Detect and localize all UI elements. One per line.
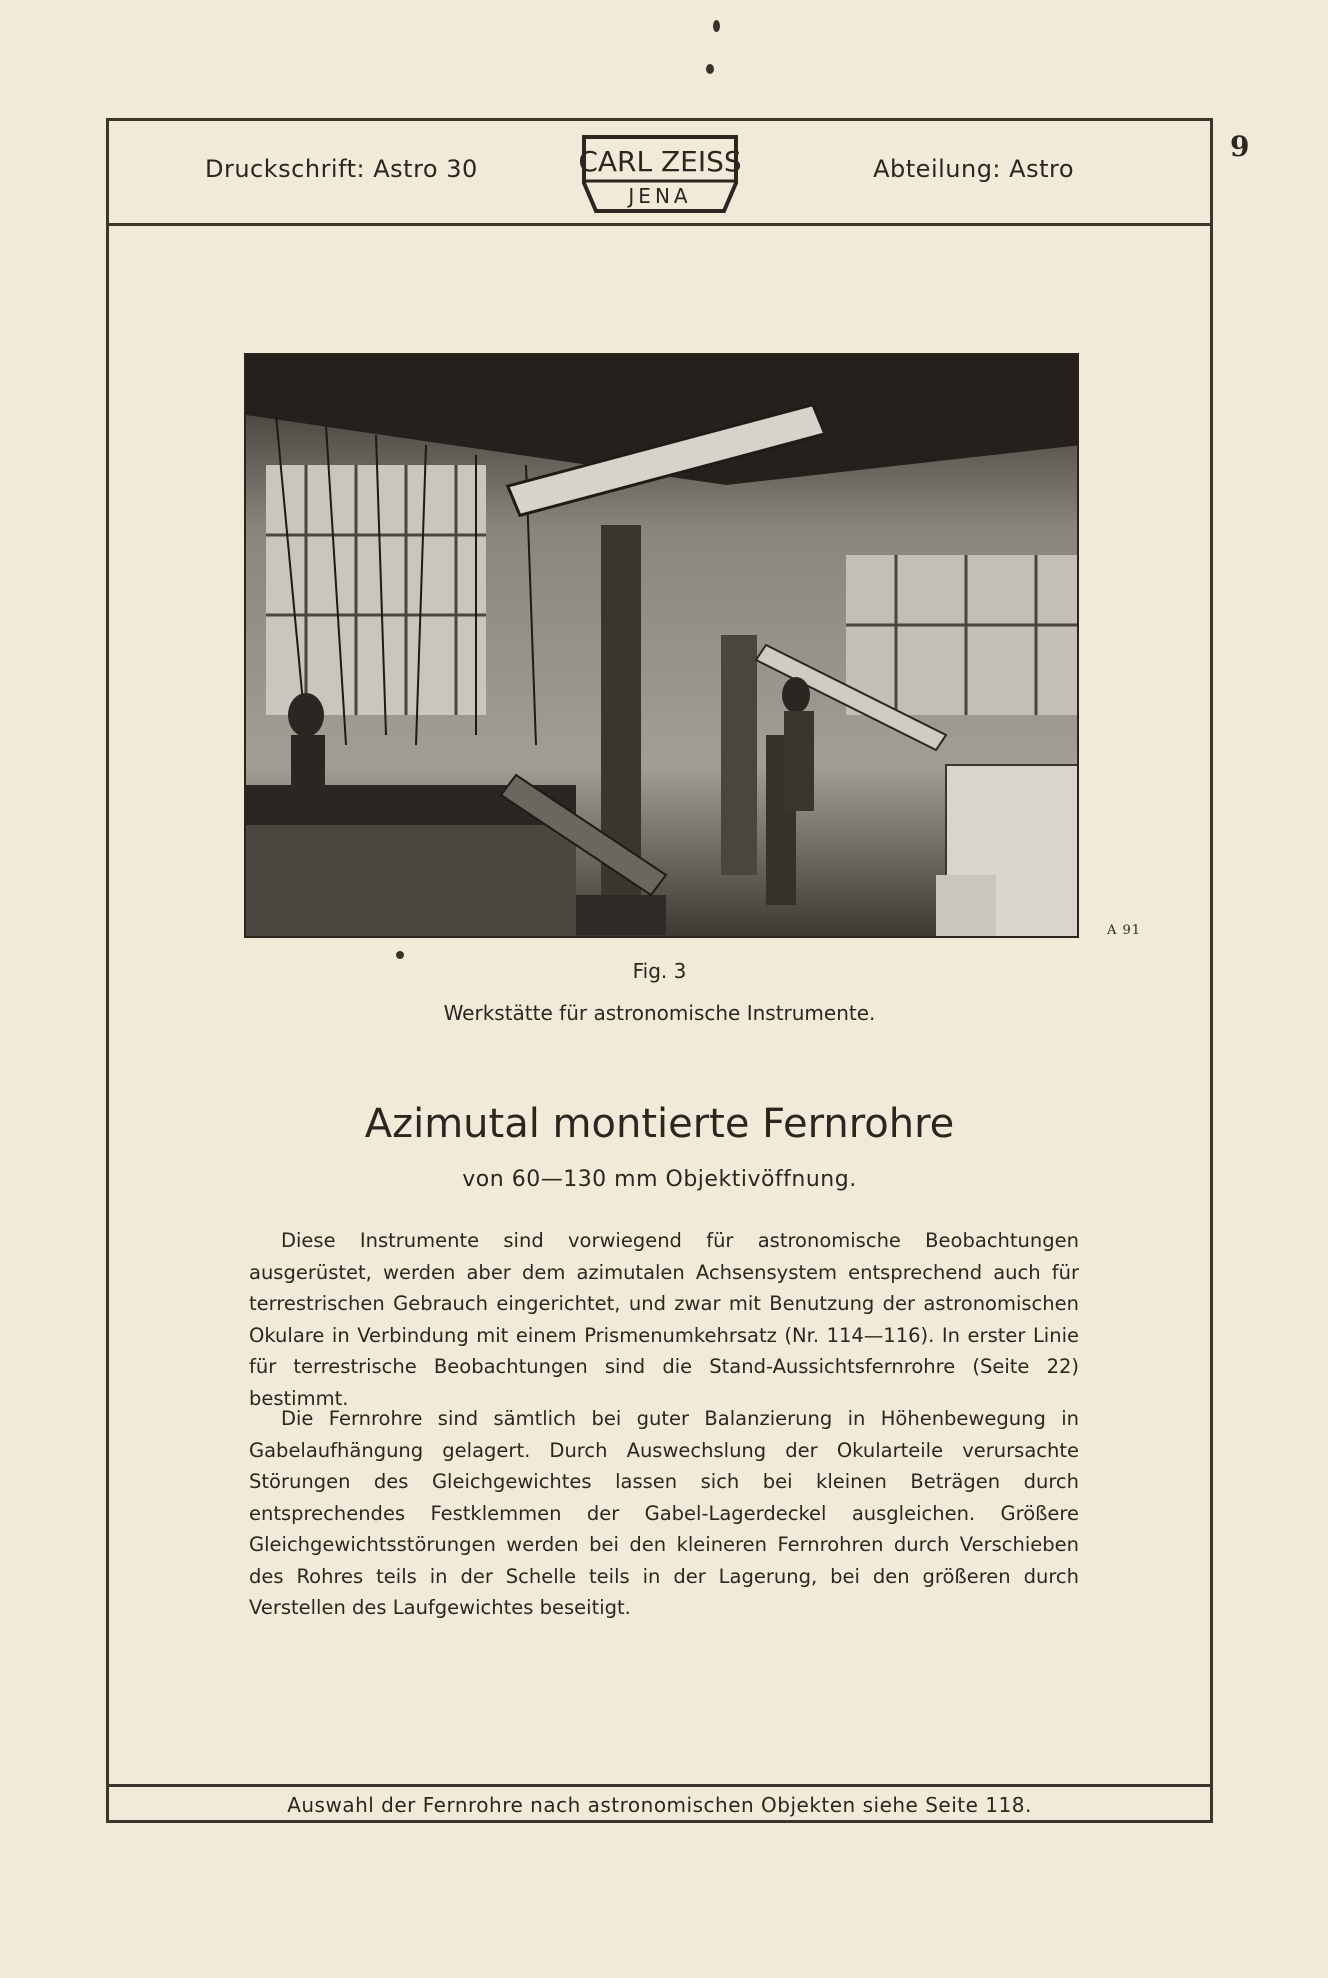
header-left: Druckschrift: Astro 30	[205, 155, 478, 183]
figure-caption: Werkstätte für astronomische Instrumente.	[443, 1001, 876, 1025]
figure-label: Fig. 3	[632, 959, 687, 983]
footer-note: Auswahl der Fernrohre nach astronomischen Objekten siehe Seite 118.	[287, 1793, 1032, 1817]
paragraph-1	[249, 1225, 1079, 1414]
footer-rule	[109, 1784, 1210, 1787]
paragraph-2	[249, 1403, 1079, 1624]
header-rule	[109, 223, 1210, 226]
page-number: 9	[1230, 130, 1250, 163]
ink-spot	[713, 20, 720, 32]
header-right: Abteilung: Astro	[873, 155, 1074, 183]
logo-text-bottom: JENA	[628, 184, 692, 208]
section-title: Azimutal montierte Fernrohre	[364, 1101, 955, 1147]
page-frame	[106, 118, 1213, 1823]
paragraph-1-text: Diese Instrumente sind vorwiegend für astronomische Beobachtungen ausgerüstet, werden aber dem azimutalen Achsensystem entsprechend auch für terrestrischen Gebrauch eingerichtet, und zwar mit Benutzung der astronomischen Okulare in Verbindung mit einem Prismenumkehrsatz (Nr. 114—116). In erster Linie für terrestrische Beobachtungen sind die Stand-Aussichtsfernrohre (Seite 22) bestimmt.	[249, 1229, 1079, 1410]
photo-code: A 91	[1107, 923, 1142, 938]
workshop-photo	[244, 353, 1079, 938]
ink-spot	[706, 64, 714, 74]
paragraph-2-text: Die Fernrohre sind sämtlich bei guter Balanzierung in Höhenbewegung in Gabelaufhängung gelagert. Durch Auswechslung der Okularteile verursachte Störungen des Gleichgewichtes lassen sich bei kleinen Beträgen durch entsprechendes Festklemmen der Gabel-Lagerdeckel ausgleichen. Größere Gleichgewichtsstörungen werden bei den kleineren Fernrohren durch Verschieben des Rohres teils in der Schelle teils in der Lagerung, bei den größeren durch Verstellen des Laufgewichtes beseitigt.	[249, 1407, 1079, 1619]
zeiss-logo	[576, 131, 744, 219]
logo-text-top: CARL ZEISS	[578, 145, 742, 178]
section-subtitle: von 60—130 mm Objektivöffnung.	[462, 1167, 857, 1192]
